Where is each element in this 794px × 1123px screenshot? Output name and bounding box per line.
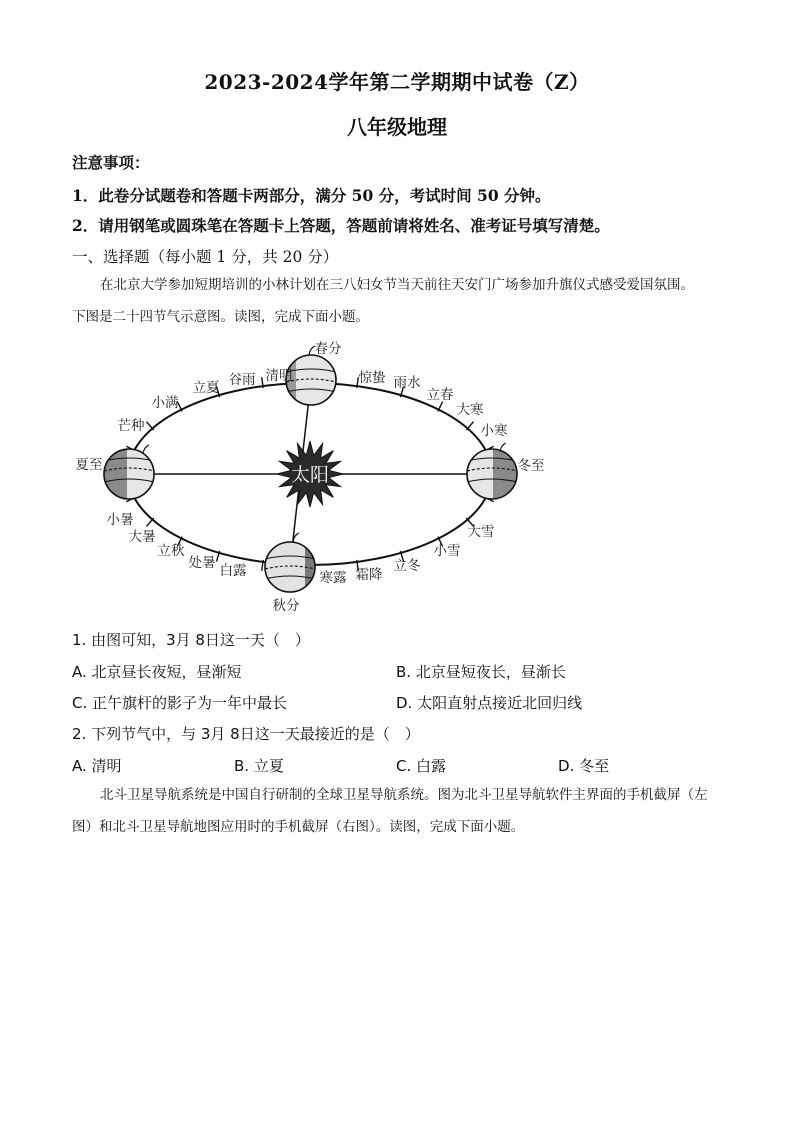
term-label: 小暑: [106, 512, 134, 528]
term-label: 处暑: [188, 555, 216, 571]
question-1-option-d[interactable]: D. 太阳直射点接近北回归线: [396, 694, 583, 712]
term-label: 夏至: [75, 457, 103, 473]
term-label: 雨水: [393, 375, 421, 391]
question-2-option-c[interactable]: C. 白露: [396, 757, 447, 775]
term-label: 清明: [265, 368, 293, 384]
term-label: 大寒: [456, 402, 484, 418]
question-2-stem: 2. 下列节气中，与 3月 8日这一天最接近的是（ ）: [72, 725, 420, 743]
term-label: 小寒: [480, 423, 508, 439]
term-label: 春分: [314, 341, 342, 357]
passage-2-line-2: 图）和北斗卫星导航地图应用时的手机截屏（右图）。读图，完成下面小题。: [72, 819, 525, 835]
term-label: 小雪: [433, 543, 461, 559]
term-label: 霜降: [355, 567, 383, 583]
term-label: 白露: [219, 563, 247, 579]
section-heading: 一、选择题（每小题 1 分，共 20 分）: [72, 248, 339, 266]
question-1-option-c[interactable]: C. 正午旗杆的影子为一年中最长: [72, 694, 288, 712]
intro-line-2: 下图是二十四节气示意图。读图，完成下面小题。: [72, 309, 369, 325]
question-1-stem: 1. 由图可知，3月 8日这一天（ ）: [72, 631, 310, 649]
term-label: 大雪: [467, 524, 495, 540]
question-2-option-d[interactable]: D. 冬至: [558, 757, 610, 775]
notes-item-1: 1．此卷分试题卷和答题卡两部分，满分 50 分，考试时间 50 分钟。: [72, 186, 551, 205]
solar-terms-diagram: [72, 330, 552, 620]
sun-icon: [277, 441, 343, 507]
page-subtitle: 八年级地理: [347, 115, 447, 139]
term-label: 芒种: [117, 418, 145, 434]
sun-label: 太阳: [290, 464, 330, 486]
question-1-option-b[interactable]: B. 北京昼短夜长，昼渐长: [396, 663, 566, 681]
term-label: 立春: [426, 387, 454, 403]
term-label: 惊蛰: [358, 370, 386, 386]
term-label: 立秋: [157, 543, 185, 559]
term-label: 谷雨: [228, 372, 256, 388]
notes-item-2: 2．请用钢笔或圆珠笔在答题卡上答题，答题前请将姓名、准考证号填写清楚。: [72, 216, 610, 235]
term-label: 冬至: [517, 458, 545, 474]
term-label: 大暑: [128, 529, 156, 545]
intro-line-1: 在北京大学参加短期培训的小林计划在三八妇女节当天前往天安门广场参加升旗仪式感受爱国氛围。: [100, 277, 694, 293]
question-2-option-a[interactable]: A. 清明: [72, 757, 122, 775]
page-title: 2023-2024学年第二学期期中试卷（Z）: [204, 70, 590, 94]
question-1-option-a[interactable]: A. 北京昼长夜短，昼渐短: [72, 663, 242, 681]
term-label: 秋分: [272, 598, 300, 614]
term-label: 立夏: [192, 380, 220, 396]
passage-2-line-1: 北斗卫星导航系统是中国自行研制的全球卫星导航系统。图为北斗卫星导航软件主界面的手机截屏（左: [100, 787, 708, 803]
term-label: 寒露: [319, 570, 347, 586]
notes-heading: 注意事项：: [72, 153, 150, 172]
term-label: 小满: [151, 395, 179, 411]
question-2-option-b[interactable]: B. 立夏: [234, 757, 284, 775]
term-label: 立冬: [393, 558, 421, 574]
